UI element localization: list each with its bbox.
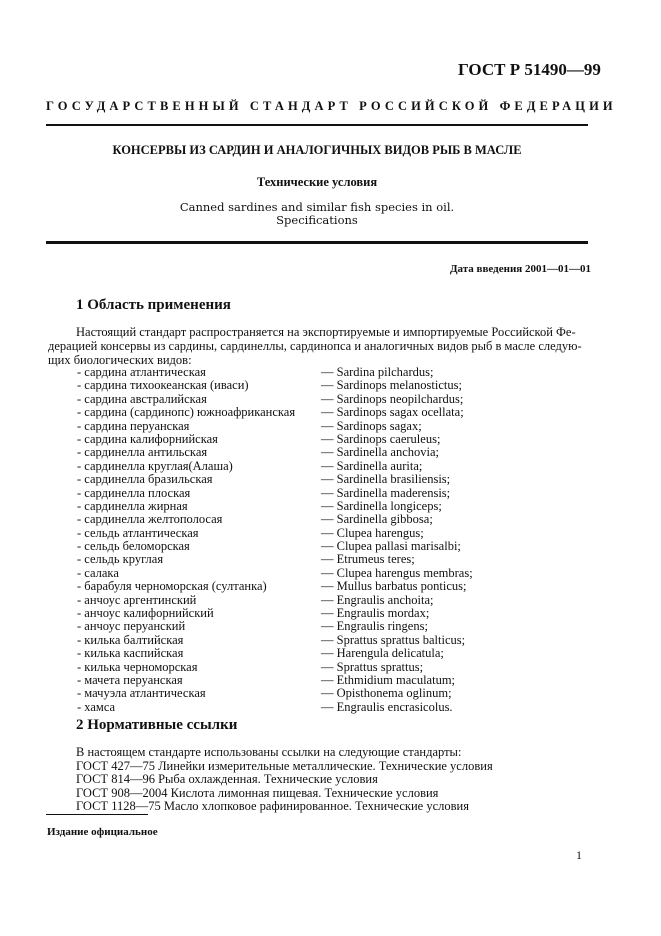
species-russian-name: - анчоус перуанский [77,619,186,634]
species-list [77,366,597,714]
species-latin-name: — Opisthonema oglinum; [321,686,452,701]
species-latin-name: — Sardinella aurita; [321,458,423,473]
species-latin-name: — Sardinella maderensis; [321,485,451,500]
species-row [77,647,597,660]
species-row [77,513,597,526]
species-latin-name: — Engraulis ringens; [321,619,428,634]
species-latin-name: — Mullus barbatus ponticus; [321,579,467,594]
species-russian-name: - сардинелла жирная [77,498,188,513]
species-russian-name: - сардина калифорнийская [77,431,218,446]
paragraph-line: щих биологических видов: [48,353,192,367]
species-russian-name: - салака [77,565,119,580]
species-latin-name: — Engraulis anchoita; [321,592,434,607]
state-standard-heading: ГОСУДАРСТВЕННЫЙ СТАНДАРТ РОССИЙСКОЙ ФЕДЕРАЦИИ [46,99,617,113]
species-row [77,420,597,433]
species-row [77,553,597,566]
species-row [77,527,597,540]
species-row [77,661,597,674]
species-latin-name: — Clupea pallasi marisalbi; [321,539,461,554]
species-russian-name: - сардина перуанская [77,418,190,433]
species-russian-name: - килька балтийская [77,632,184,647]
species-latin-name: — Sardinella longiceps; [321,498,442,513]
footnote-rule [46,814,148,815]
species-latin-name: — Sardinops caeruleus; [321,431,441,446]
reference-item: ГОСТ 908—2004 Кислота лимонная пищевая. Технические условия [76,785,439,800]
species-latin-name: — Sardinella brasiliensis; [321,472,451,487]
species-latin-name: — Sardinella gibbosa; [321,512,433,527]
english-title-line2: Specifications [276,213,358,227]
paragraph-line: дерацией консервы из сардины, сардинеллы, сардинопса и аналогичных видов рыб в масле следую- [48,339,582,353]
paragraph-line: Настоящий стандарт распространяется на экспортируемые и импортируемые Российской Фе- [76,325,576,339]
species-russian-name: - анчоус калифорнийский [77,606,214,621]
species-row [77,379,597,392]
species-latin-name: — Sardinops melanostictus; [321,378,462,393]
species-russian-name: - сардина тихоокеанская (иваси) [77,378,249,393]
species-row [77,406,597,419]
species-latin-name: — Sardina pilchardus; [321,365,434,379]
species-row [77,701,597,714]
reference-item: ГОСТ 814—96 Рыба охлажденная. Технические условия [76,772,378,787]
species-russian-name: - барабуля черноморская (султанка) [77,579,267,594]
species-latin-name: — Sardinops sagax; [321,418,422,433]
english-title-line1: Canned sardines and similar fish species in oil. [179,200,455,214]
species-russian-name: - мачуэла атлантическая [77,686,206,701]
introduction-date: Дата введения 2001—01—01 [449,263,591,275]
species-row [77,567,597,580]
page-number: 1 [576,848,582,862]
species-russian-name: - сардинелла круглая(Алаша) [77,458,233,473]
species-row [77,433,597,446]
species-russian-name: - сардина австралийская [77,391,207,406]
species-row [77,634,597,647]
section-1-heading: 1 Область применения [76,297,231,313]
species-latin-name: — Etrumeus teres; [321,552,415,567]
species-latin-name: — Clupea harengus; [321,525,424,540]
species-row [77,393,597,406]
species-row [77,674,597,687]
document-title: КОНСЕРВЫ ИЗ САРДИН И АНАЛОГИЧНЫХ ВИДОВ РЫБ В МАСЛЕ [112,143,522,157]
species-latin-name: — Clupea harengus membras; [321,565,473,580]
species-row [77,500,597,513]
species-latin-name: — Sardinella anchovia; [321,445,440,460]
species-russian-name: - сардинелла желтополосая [77,512,223,527]
document-number: ГОСТ Р 51490—99 [458,60,601,79]
species-row [77,460,597,473]
species-russian-name: - сельдь атлантическая [77,525,199,540]
species-latin-name: — Ethmidium maculatum; [321,672,456,687]
species-row [77,366,597,379]
reference-item: ГОСТ 1128—75 Масло хлопковое рафинированное. Технические условия [76,799,469,814]
species-row [77,487,597,500]
species-latin-name: — Sardinops sagax ocellata; [321,405,464,420]
species-row [77,594,597,607]
species-latin-name: — Sprattus sprattus balticus; [321,632,466,647]
top-rule [46,124,588,126]
species-russian-name: - сардинелла плоская [77,485,191,500]
species-latin-name: — Engraulis encrasicolus. [321,699,453,714]
species-row [77,446,597,459]
species-russian-name: - сардина (сардинопс) южноафриканская [77,405,296,420]
species-row [77,620,597,633]
species-row [77,540,597,553]
reference-item: ГОСТ 427—75 Линейки измерительные металлические. Технические условия [76,758,493,773]
species-row [77,580,597,593]
species-latin-name: — Harengula delicatula; [321,646,444,661]
species-latin-name: — Sprattus sprattus; [321,659,424,674]
species-russian-name: - сардина атлантическая [77,365,206,379]
species-russian-name: - сельдь беломорская [77,539,190,554]
title-rule [46,241,588,244]
references-list [76,746,493,814]
species-row [77,607,597,620]
species-russian-name: - сардинелла антильская [77,445,208,460]
edition-label: Издание официальное [47,826,158,838]
document-subtitle: Технические условия [256,175,378,189]
species-russian-name: - килька черноморская [77,659,198,674]
references-intro: В настоящем стандарте использованы ссылки на следующие стандарты: [76,745,462,759]
species-latin-name: — Engraulis mordax; [321,606,430,621]
section-2-heading: 2 Нормативные ссылки [76,717,238,733]
species-russian-name: - хамса [77,699,116,714]
species-row [77,473,597,486]
species-russian-name: - анчоус аргентинский [77,592,197,607]
species-latin-name: — Sardinops neopilchardus; [321,391,464,406]
section-1-paragraph [48,325,586,367]
species-row [77,687,597,700]
species-russian-name: - сельдь круглая [77,552,164,567]
species-russian-name: - килька каспийская [77,646,184,661]
species-russian-name: - сардинелла бразильская [77,472,213,487]
species-russian-name: - мачета перуанская [77,672,183,687]
